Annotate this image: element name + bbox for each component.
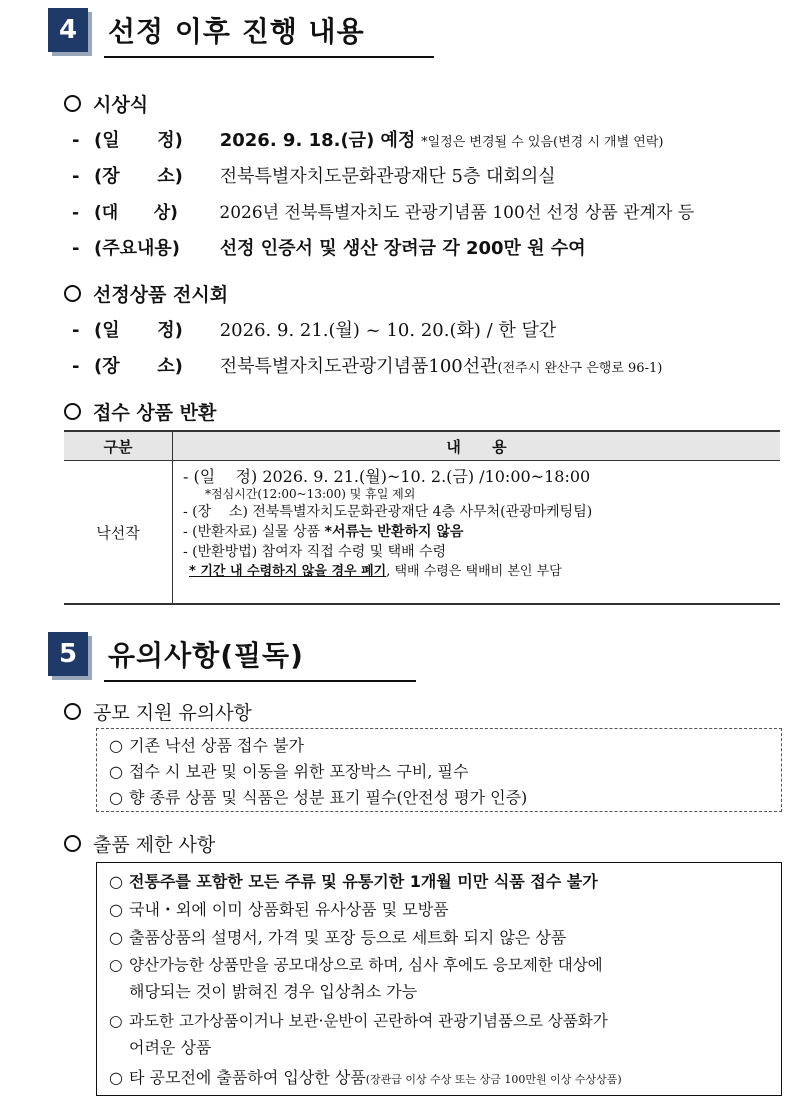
category-cell: 낙선작 [64, 461, 173, 605]
disposal-note: * 기간 내 수령하지 않을 경우 폐기, 택배 수령은 택배비 본인 부담 [189, 564, 562, 579]
list-item: ○ 전통주를 포함한 모든 주류 및 유통기한 1개월 미만 식품 접수 불가 [109, 872, 598, 891]
section-title: 선정 이후 진행 내용 [108, 15, 365, 48]
section-5-header [48, 632, 378, 680]
list-item: ○ 향 종류 상품 및 식품은 성분 표기 필수(안전성 평가 인증) [109, 788, 528, 807]
exhibition-row-place: - (장 소) 전북특별자치도관광기념품100선관(전주시 완산구 은행로 96-1) [72, 356, 663, 377]
list-item: ○ 타 공모전에 출품하여 입상한 상품(장관급 이상 수상 또는 상금 100만원 이상 수상상품) [109, 1068, 622, 1087]
lunch-note: *점심시간(12:00~13:00) 및 휴일 제외 [205, 487, 416, 501]
ceremony-row-target: - (대 상) 2026년 전북특별자치도 관광기념품 100선 선정 상품 관계자 등 [72, 203, 695, 223]
return-table [64, 430, 780, 605]
col-content-header: 내 용 [173, 431, 781, 461]
list-item-continuation: 어려운 상품 [129, 1038, 212, 1057]
circle-bullet-icon [64, 835, 81, 852]
section-title: 유의사항(필독) [108, 639, 304, 672]
list-item: ○ 국내・외에 이미 상품화된 유사상품 및 모방품 [109, 900, 449, 919]
restrictions-box [96, 862, 782, 1096]
exhibition-heading: 선정상품 전시회 [64, 280, 228, 307]
return-heading: 접수 상품 반환 [64, 398, 216, 425]
ceremony-heading: 시상식 [64, 90, 148, 117]
list-item-continuation: 해당되는 것이 밝혀진 경우 입상취소 가능 [129, 982, 418, 1001]
col-category-header: 구분 [64, 431, 173, 461]
return-place-line: - (장 소) 전북특별자치도문화관광재단 4층 사무처(관광마케팅팀) [183, 504, 593, 520]
notes-heading: 공모 지원 유의사항 [64, 698, 252, 725]
list-item: ○ 출품상품의 설명서, 가격 및 포장 등으로 세트화 되지 않은 상품 [109, 928, 567, 947]
circle-bullet-icon [64, 285, 81, 302]
list-item: ○ 과도한 고가상품이거나 보관·운반이 곤란하여 관광기념품으로 상품화가 [109, 1012, 608, 1030]
section-number-badge: 5 [48, 632, 88, 676]
circle-bullet-icon [64, 703, 81, 720]
return-material-line: - (반환자료) 실물 상품 *서류는 반환하지 않음 [183, 524, 464, 540]
list-item: ○ 양산가능한 상품만을 공모대상으로 하며, 심사 후에도 응모제한 대상에 [109, 956, 603, 974]
list-item: ○ 접수 시 보관 및 이동을 위한 포장박스 구비, 필수 [109, 762, 469, 781]
ceremony-row-place: - (장 소) 전북특별자치도문화관광재단 5층 대회의실 [72, 166, 556, 187]
ceremony-row-date: - (일 정) 2026. 9. 18.(금) 예정 *일정은 변경될 수 있음(변경 시 개별 연락) [72, 130, 664, 151]
return-date-line: - (일 정) 2026. 9. 21.(월)~10. 2.(금) /10:00~18:00 [183, 467, 591, 486]
notes-box [96, 728, 782, 812]
content-cell [173, 461, 781, 605]
ceremony-row-content: - (주요내용) 선정 인증서 및 생산 장려금 각 200만 원 수여 [72, 238, 586, 259]
restrictions-heading: 출품 제한 사항 [64, 830, 215, 857]
section-number-badge: 4 [48, 8, 88, 52]
circle-bullet-icon [64, 403, 81, 420]
exhibition-row-date: - (일 정) 2026. 9. 21.(월) ~ 10. 20.(화) / 한 달간 [72, 320, 557, 341]
table-row [64, 461, 780, 605]
list-item: ○ 기존 낙선 상품 접수 불가 [109, 736, 304, 755]
circle-bullet-icon [64, 95, 81, 112]
section-4-header [48, 8, 388, 56]
section-title-underline [104, 680, 416, 682]
section-title-underline [104, 56, 434, 58]
return-method-line: - (반환방법) 참여자 직접 수령 및 택배 수령 [183, 544, 447, 560]
